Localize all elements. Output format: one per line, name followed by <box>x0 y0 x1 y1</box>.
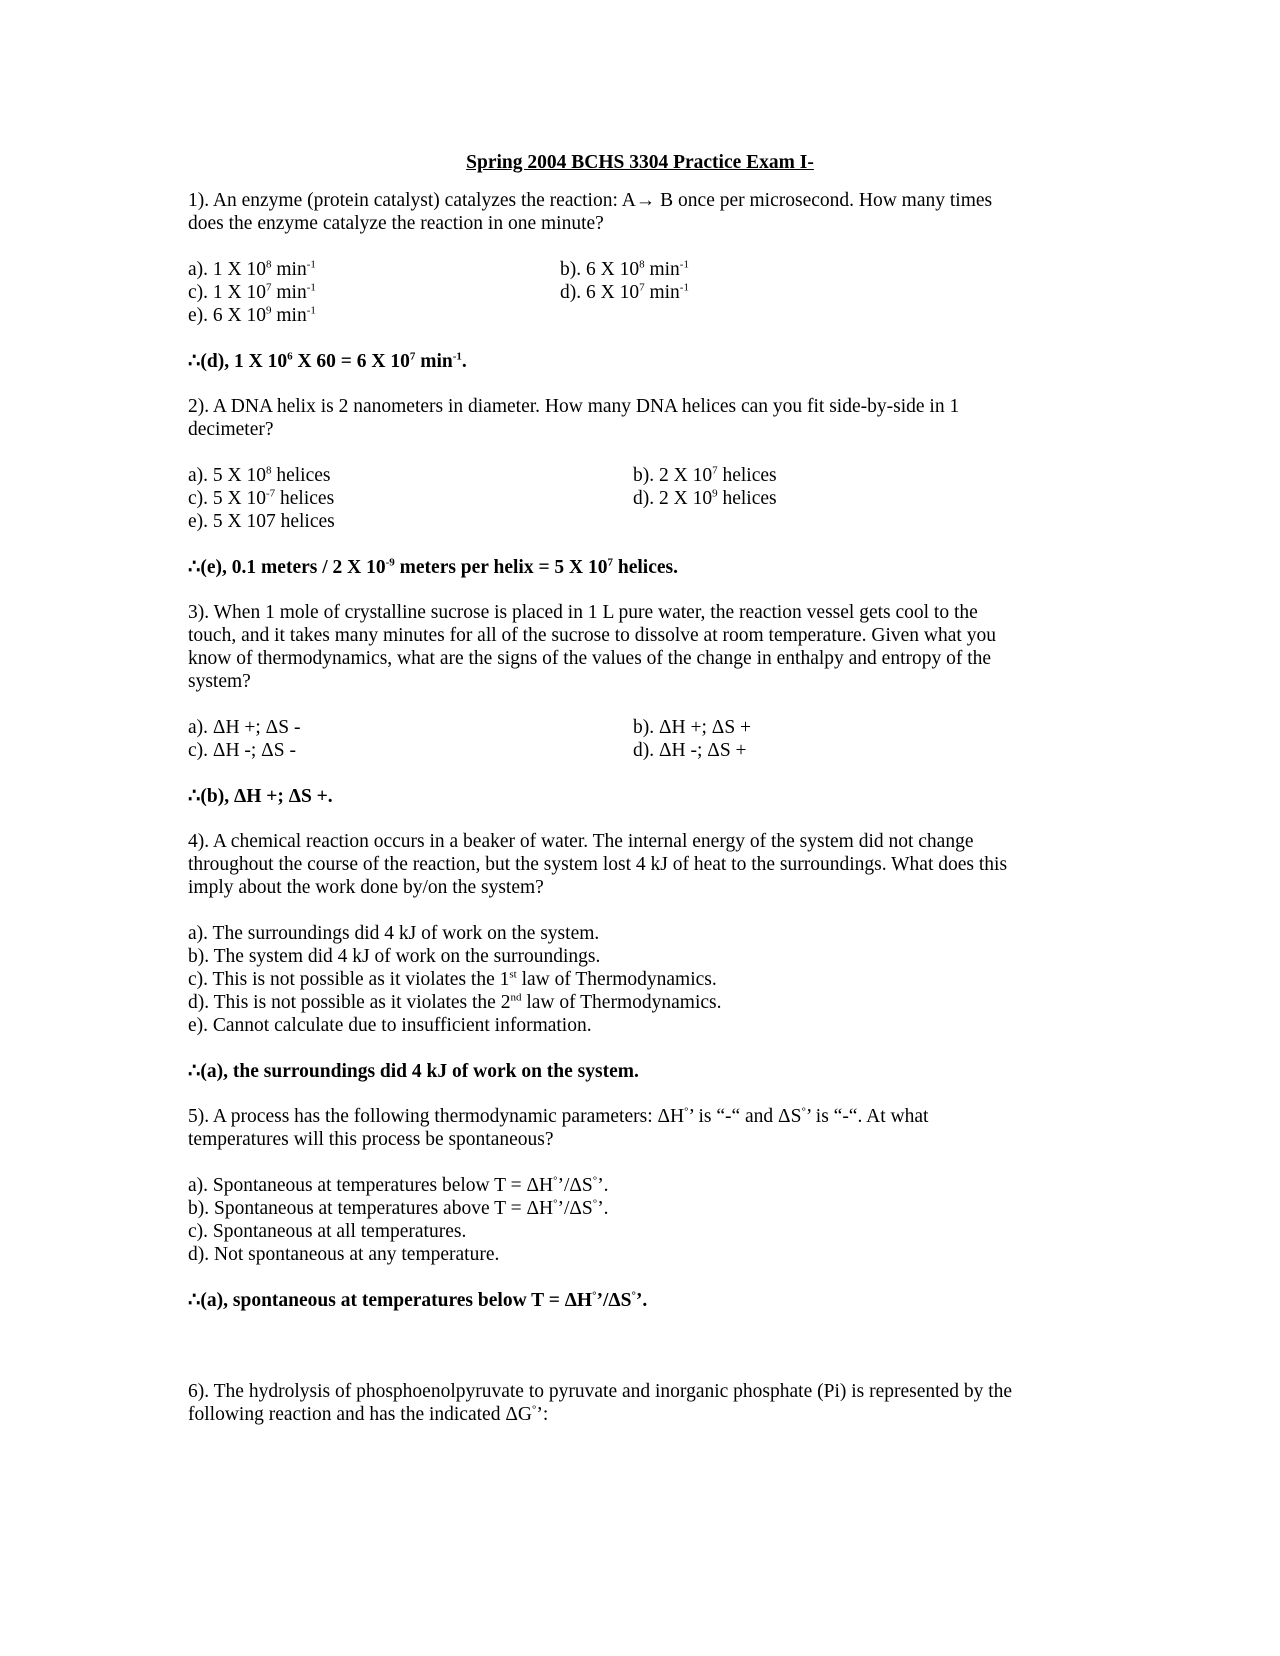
q2-option-c: c). 5 X $10^{-7}$ helices <box>188 487 335 509</box>
q6-stem-line2: following reaction and has the indicated ΔG°’: <box>188 1403 549 1425</box>
q2-stem-line2: decimeter? <box>188 419 274 440</box>
q4-option-b: b). The system did 4 kJ of work on the surroundings. <box>188 946 601 967</box>
q3-stem-line1: 3). When 1 mole of crystalline sucrose is placed in 1 L pure water, the reaction vessel gets cool to the <box>188 602 978 623</box>
q2-answer: ∴(e), 0.1 meters / 2 X $10^{-9}$ meters per helix = 5 X $10^7$ helices. <box>188 556 678 578</box>
q4-stem-line3: imply about the work done by/on the system? <box>188 877 544 898</box>
q1-option-c: c). 1 X $10^7$ $\min^{-1}$ <box>188 281 316 303</box>
q4-stem-line2: throughout the course of the reaction, but the system lost 4 kJ of heat to the surroundings. What does this <box>188 854 1008 875</box>
q3-option-c: c). ΔH -; ΔS - <box>188 740 296 761</box>
q2-option-a: a). 5 X $10^8$ helices <box>188 464 331 486</box>
q5-option-d: d). Not spontaneous at any temperature. <box>188 1244 500 1265</box>
q5-option-a: a). Spontaneous at temperatures below T = ΔH°’/ΔS°’. <box>188 1174 609 1196</box>
q3-option-d: d). ΔH -; ΔS + <box>633 740 747 761</box>
q1-option-a: a). 1 X $10^8$ $\min^{-1}$ <box>188 258 316 280</box>
q5-option-c: c). Spontaneous at all temperatures. <box>188 1221 467 1242</box>
q1-option-b: b). 6 X $10^8$ $\min^{-1}$ <box>560 258 689 280</box>
q5-option-b: b). Spontaneous at temperatures above T = ΔH°’/ΔS°’. <box>188 1197 609 1219</box>
q2-stem-line1: 2). A DNA helix is 2 nanometers in diameter. How many DNA helices can you fit side-by-side in 1 <box>188 396 960 417</box>
q1-option-e: e). 6 X $10^9$ $\min^{-1}$ <box>188 304 316 326</box>
arrow-icon: → <box>635 190 656 211</box>
q2-option-e: e). 5 X 107 helices <box>188 511 335 532</box>
page-title: Spring 2004 BCHS 3304 Practice Exam I- <box>466 152 814 173</box>
q3-stem-line2: touch, and it takes many minutes for all of the sucrose to dissolve at room temperature. Given what you <box>188 625 996 646</box>
q1-stem-line1: 1). An enzyme (protein catalyst) catalyzes the reaction: A→ B once per microsecond. How many times <box>188 190 993 211</box>
q2-option-b: b). 2 X $10^7$ helices <box>633 464 777 486</box>
q4-option-d: d). This is not possible as it violates the 2nd law of Thermodynamics. <box>188 991 722 1013</box>
q4-option-e: e). Cannot calculate due to insufficient information. <box>188 1015 592 1036</box>
q5-stem-line2: temperatures will this process be spontaneous? <box>188 1129 554 1150</box>
q4-stem-line1: 4). A chemical reaction occurs in a beaker of water. The internal energy of the system did not change <box>188 831 974 852</box>
q1-option-d: d). 6 X $10^7$ $\min^{-1}$ <box>560 281 689 303</box>
q3-option-a: a). ΔH +; ΔS - <box>188 717 301 738</box>
q3-stem-line4: system? <box>188 671 251 692</box>
q3-stem-line3: know of thermodynamics, what are the signs of the values of the change in enthalpy and entropy of the <box>188 648 992 669</box>
q6-stem-line1: 6). The hydrolysis of phosphoenolpyruvate to pyruvate and inorganic phosphate (Pi) is represented by the <box>188 1381 1013 1402</box>
q1-answer: ∴(d), 1 X $10^6$ X 60 = 6 X $10^7$ $\min^{-1}$. <box>188 350 467 372</box>
q5-stem-line1: 5). A process has the following thermodynamic parameters: ΔH°’ is “-“ and ΔS°’ is “-“. At what <box>188 1105 929 1127</box>
q4-option-c: c). This is not possible as it violates the 1st law of Thermodynamics. <box>188 968 717 990</box>
q4-answer: ∴(a), the surroundings did 4 kJ of work on the system. <box>188 1061 639 1082</box>
q5-answer: ∴(a), spontaneous at temperatures below T = ΔH°’/ΔS°’. <box>188 1289 648 1311</box>
q1-stem-line2: does the enzyme catalyze the reaction in one minute? <box>188 213 604 234</box>
q4-option-a: a). The surroundings did 4 kJ of work on the system. <box>188 923 600 944</box>
q3-answer: ∴(b), ΔH +; ΔS +. <box>188 786 333 807</box>
q3-option-b: b). ΔH +; ΔS + <box>633 717 752 738</box>
q2-option-d: d). 2 X $10^9$ helices <box>633 487 777 509</box>
